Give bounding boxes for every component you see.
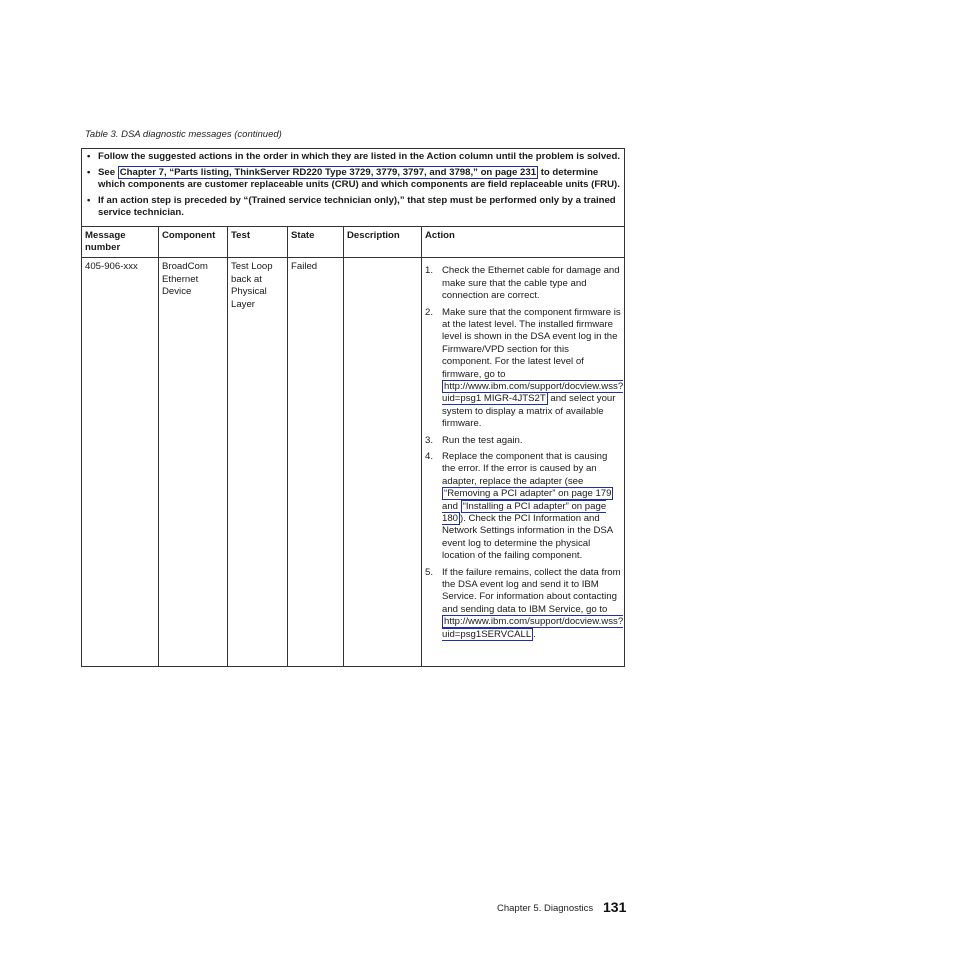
table-caption: Table 3. DSA diagnostic messages (continued) [85, 129, 282, 140]
bullet-icon: • [87, 194, 91, 206]
step-number: 4. [425, 451, 434, 462]
header-description: Description [344, 226, 422, 258]
header-action: Action [422, 226, 625, 258]
header-message-number: Message number [82, 226, 159, 258]
bullet-icon: • [87, 151, 91, 162]
step-text: Run the test again. [442, 434, 523, 446]
step-text-post: . [533, 628, 536, 640]
firmware-link[interactable]: http://www.ibm.com/support/docview.wss?uid=psg1 MIGR-4JTS2T [442, 380, 624, 405]
note-text: Follow the suggested actions in the order in which they are listed in the Action column until the problem is solved. [98, 151, 621, 162]
cell-description [344, 258, 422, 667]
parts-listing-link[interactable]: Chapter 7, “Parts listing, ThinkServer RD220 Type 3729, 3779, 3797, and 3798,” on page 231 [119, 166, 537, 178]
cell-message-number: 405-906-xxx [82, 258, 159, 667]
header-test: Test [228, 226, 288, 258]
page-number: 131 [603, 899, 627, 915]
notes-cell [82, 149, 625, 227]
header-state: State [288, 226, 344, 258]
step-text-pre: Replace the component that is causing the error. If the error is caused by an adapter, replace the adapter (see [442, 451, 608, 487]
step-number: 1. [425, 265, 434, 277]
step-text-post: ). Check the PCI Information and Network Settings information in the DSA event log to determine the physical location of the failing component. [442, 513, 613, 562]
action-step [425, 306, 624, 431]
action-steps [425, 265, 624, 641]
note-text-post: to determine which components are customer replaceable units (CRU) and which components are field replaceable units (FRU). [98, 166, 620, 190]
step-text: Check the Ethernet cable for damage and make sure that the cable type and connection are correct. [442, 265, 620, 302]
installing-pci-adapter-link[interactable]: “Installing a PCI adapter” on page 180 [442, 500, 607, 525]
header-component: Component [159, 226, 228, 258]
step-number: 2. [425, 306, 434, 318]
cell-state: Failed [288, 258, 344, 667]
table-row [82, 258, 625, 667]
removing-pci-adapter-link[interactable]: “Removing a PCI adapter” on page 179 [444, 488, 612, 500]
cell-action [422, 258, 625, 667]
step-text-pre: If the failure remains, collect the data from the DSA event log and send it to IBM Service. For information about contacting and sending data to IBM Service, go to [442, 566, 621, 615]
note-item [85, 151, 621, 164]
step-text-pre: Make sure that the component firmware is at the latest level. The installed firmware level is shown in the DSA event log in the Firmware/VPD section for this component. For the latest level of firmware, go to [442, 306, 621, 380]
action-step [425, 566, 624, 641]
note-text: If an action step is preceded by “(Trained service technician only),” that step must be performed only by a trained service technician. [98, 194, 616, 218]
cell-component: BroadCom Ethernet Device [159, 258, 228, 667]
step-text-post: and select your system to display a matrix of available firmware. [442, 393, 616, 430]
action-step [425, 435, 621, 447]
note-item [85, 167, 621, 192]
step-text-mid: and [442, 500, 461, 512]
bullet-icon: • [87, 166, 91, 178]
note-text-pre: See [98, 166, 118, 178]
action-step [425, 265, 621, 302]
note-item [85, 195, 621, 220]
step-number: 3. [425, 434, 434, 446]
ibm-service-link[interactable]: http://www.ibm.com/support/docview.wss?uid=psg1SERVCALL [442, 616, 624, 640]
footer-chapter: Chapter 5. Diagnostics [497, 903, 594, 914]
step-number: 5. [425, 566, 434, 578]
header-row [82, 226, 625, 258]
cell-test: Test Loop back at Physical Layer [228, 258, 288, 667]
action-step [425, 451, 621, 563]
dsa-messages-table [81, 148, 625, 667]
